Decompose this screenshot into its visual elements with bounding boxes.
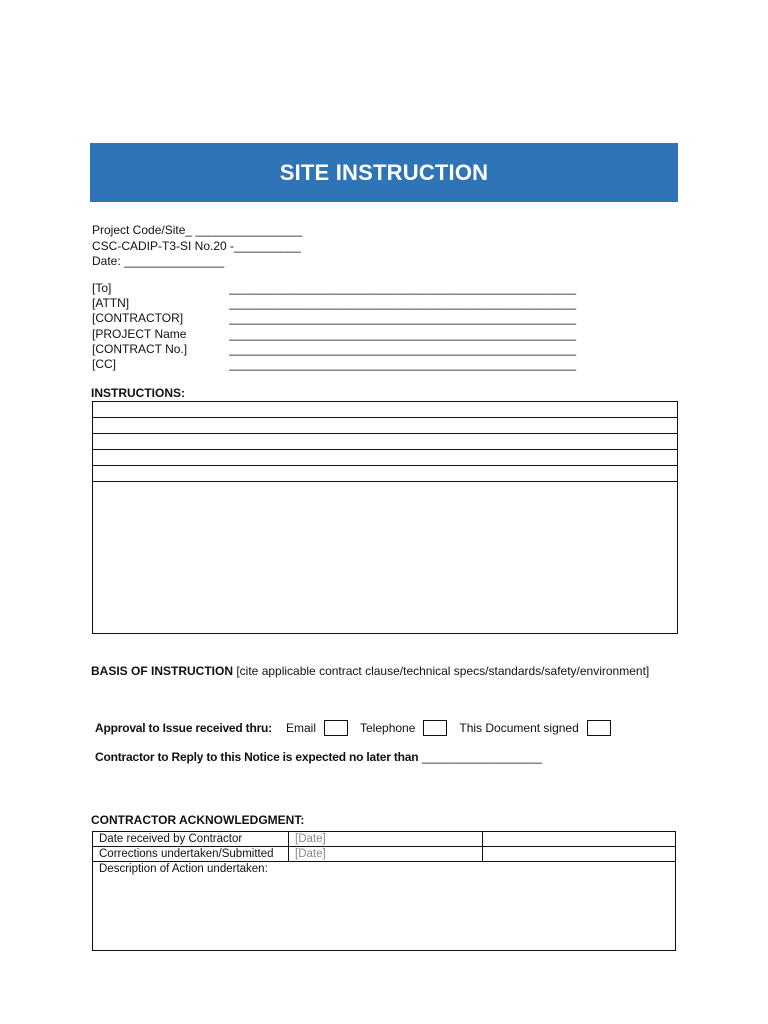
table-row	[93, 862, 676, 951]
ack-corrections-date-field[interactable]: [Date]	[289, 847, 483, 862]
field-row-contract-no	[92, 342, 612, 357]
instructions-line[interactable]	[93, 418, 677, 434]
instructions-line[interactable]	[93, 466, 677, 482]
telephone-checkbox[interactable]	[423, 720, 447, 736]
basis-note: [cite applicable contract clause/technical specs/standards/safety/environment]	[233, 664, 650, 678]
email-checkbox[interactable]	[324, 720, 348, 736]
basis-of-instruction	[91, 664, 649, 678]
action-description-field[interactable]	[93, 862, 676, 951]
field-row-contractor	[92, 311, 612, 326]
address-fields	[92, 281, 612, 372]
instructions-line[interactable]	[93, 402, 677, 418]
reply-label: Contractor to Reply to this Notice is expected no later than	[95, 750, 419, 764]
field-line-to[interactable]: ____________________________________________________	[229, 281, 577, 295]
field-label-contract-no: [CONTRACT No.]	[92, 341, 188, 356]
acknowledgment-heading: CONTRACTOR ACKNOWLEDGMENT:	[91, 813, 305, 827]
field-line-contractor[interactable]: ____________________________________________________	[229, 311, 577, 326]
table-row	[93, 847, 676, 862]
approval-row	[95, 719, 623, 737]
ack-label-corrections: Corrections undertaken/Submitted	[93, 847, 289, 862]
table-row	[93, 832, 676, 847]
field-label-cc: [CC]	[92, 356, 116, 371]
approval-option-telephone: Telephone	[360, 721, 416, 735]
approval-option-email: Email	[285, 721, 316, 735]
field-label-project-name: [PROJECT Name	[92, 326, 187, 341]
approval-label: Approval to Issue received thru:	[95, 721, 272, 735]
reference-number-field[interactable]: CSC-CADIP-T3-SI No.20 -__________	[92, 238, 301, 253]
action-description-label: Description of Action undertaken:	[99, 863, 268, 875]
date-field[interactable]: Date: _______________	[92, 254, 225, 268]
field-line-cc[interactable]: ____________________________________________________	[229, 356, 577, 371]
title-banner	[90, 143, 678, 202]
reply-deadline-line[interactable]: __________________	[418, 750, 542, 764]
field-line-project-name[interactable]: ____________________________________________________	[229, 326, 577, 341]
field-row-project-name	[92, 327, 612, 342]
field-row-cc	[92, 357, 612, 372]
project-code-field[interactable]: Project Code/Site_ ________________	[92, 223, 303, 237]
instructions-line[interactable]	[93, 434, 677, 450]
field-row-attn	[92, 296, 612, 311]
field-line-contract-no[interactable]: ____________________________________________________	[229, 341, 577, 356]
field-label-to: [To]	[92, 281, 112, 295]
page-title: SITE INSTRUCTION	[279, 159, 489, 185]
ack-extra-cell[interactable]	[483, 832, 676, 847]
reply-deadline	[95, 750, 542, 764]
document-meta	[92, 223, 302, 270]
instructions-line[interactable]	[93, 450, 677, 466]
field-row-to	[92, 281, 612, 296]
field-line-attn[interactable]: ____________________________________________________	[229, 296, 577, 311]
approval-option-document-signed: This Document signed	[459, 721, 579, 735]
ack-label-date-received: Date received by Contractor	[93, 832, 289, 847]
field-label-attn: [ATTN]	[92, 296, 130, 311]
instructions-box[interactable]	[92, 401, 678, 634]
basis-label: BASIS OF INSTRUCTION	[91, 664, 234, 678]
field-label-contractor: [CONTRACTOR]	[92, 311, 184, 326]
ack-date-received-field[interactable]: [Date]	[289, 832, 483, 847]
ack-extra-cell[interactable]	[483, 847, 676, 862]
instructions-heading: INSTRUCTIONS:	[91, 386, 185, 400]
document-signed-checkbox[interactable]	[587, 720, 611, 736]
acknowledgment-table	[92, 831, 676, 951]
